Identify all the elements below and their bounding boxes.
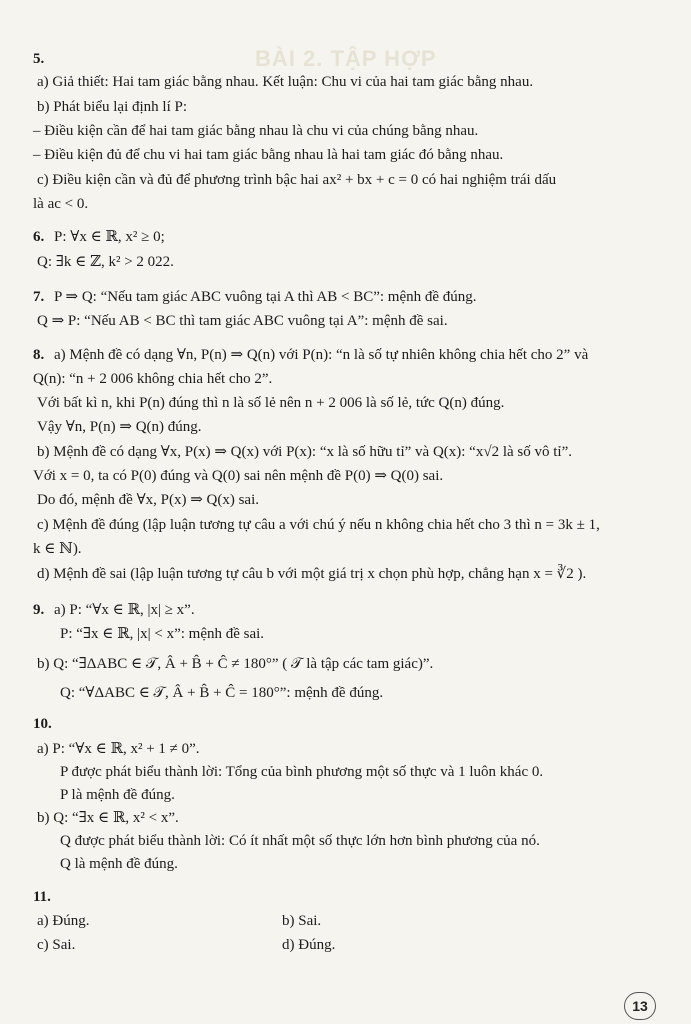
ex9-number: 9.	[33, 602, 45, 618]
ex8-d: d) Mệnh đề sai (lập luận tương tự câu b với một giá trị x chọn phù hợp, chẳng hạn x = ∛2 ).	[37, 566, 587, 582]
ex11-c: c) Sai.	[37, 937, 76, 953]
page-number: 13	[624, 992, 656, 1020]
ex8-b3: Do đó, mệnh đề ∀x, P(x) ⇒ Q(x) sai.	[37, 492, 260, 508]
ex5-a: a) Giả thiết: Hai tam giác bằng nhau. Kết luận: Chu vi của hai tam giác bằng nhau.	[37, 74, 534, 90]
ex8-b1: b) Mệnh đề có dạng ∀x, P(x) ⇒ Q(x) với P(x): “x là số hữu tỉ” và Q(x): “x√2 là số vô tỉ”.	[37, 444, 572, 460]
ex9-b1: b) Q: “∃ΔABC ∈ 𝒯, Â + B̂ + Ĉ ≠ 180°” ( 𝒯 là tập các tam giác)”.	[37, 656, 434, 672]
ex5-c1: c) Điều kiện cần và đủ để phương trình bậc hai ax² + bx + c = 0 có hai nghiệm trái dấu	[37, 172, 557, 188]
ex7-l2: Q ⇒ P: “Nếu AB < BC thì tam giác ABC vuông tại A”: mệnh đề sai.	[37, 313, 448, 329]
ex8-a1: a) Mệnh đề có dạng ∀n, P(n) ⇒ Q(n) với P(n): “n là số tự nhiên không chia hết cho 2” và	[54, 347, 589, 363]
ex8-a3: Với bất kì n, khi P(n) đúng thì n là số lẻ nên n + 2 006 là số lẻ, tức Q(n) đúng.	[37, 395, 505, 411]
ex11-d: d) Đúng.	[282, 937, 336, 953]
ex11-number: 11.	[33, 889, 51, 905]
ex10-number: 10.	[33, 716, 52, 732]
ex8-a2: Q(n): “n + 2 006 không chia hết cho 2”.	[33, 371, 273, 387]
ex5-b: b) Phát biểu lại định lí P:	[37, 99, 187, 115]
ex10-a3: P là mệnh đề đúng.	[60, 787, 175, 803]
ex7-l1: P ⇒ Q: “Nếu tam giác ABC vuông tại A thì AB < BC”: mệnh đề đúng.	[54, 289, 477, 305]
ex8-c1: c) Mệnh đề đúng (lập luận tương tự câu a với chú ý nếu n không chia hết cho 3 thì n = 3k ± 1,	[37, 517, 600, 533]
ex8-a4: Vậy ∀n, P(n) ⇒ Q(n) đúng.	[37, 419, 202, 435]
ex9-a1: a) P: “∀x ∈ ℝ, |x| ≥ x”.	[54, 602, 195, 618]
ex10-a2: P được phát biểu thành lời: Tổng của bình phương một số thực và 1 luôn khác 0.	[60, 764, 544, 780]
ex10-b2: Q được phát biểu thành lời: Có ít nhất một số thực lớn hơn bình phương của nó.	[60, 833, 540, 849]
ex6-p: P: ∀x ∈ ℝ, x² ≥ 0;	[54, 229, 165, 245]
header-watermark: BÀI 2. TẬP HỢP	[255, 46, 437, 71]
ex11-a: a) Đúng.	[37, 913, 90, 929]
ex6-q: Q: ∃k ∈ ℤ, k² > 2 022.	[37, 254, 174, 270]
ex9-a2: P: “∃x ∈ ℝ, |x| < x”: mệnh đề sai.	[60, 626, 265, 642]
ex5-b1: – Điều kiện cần để hai tam giác bằng nhau là chu vi của chúng bằng nhau.	[33, 123, 479, 139]
ex5-c2: là ac < 0.	[33, 196, 89, 212]
ex10-a1: a) P: “∀x ∈ ℝ, x² + 1 ≠ 0”.	[37, 741, 200, 757]
ex8-c2: k ∈ ℕ).	[33, 541, 82, 557]
ex6-number: 6.	[33, 229, 45, 245]
ex11-b: b) Sai.	[282, 913, 322, 929]
ex10-b3: Q là mệnh đề đúng.	[60, 856, 178, 872]
ex9-b2: Q: “∀ΔABC ∈ 𝒯, Â + B̂ + Ĉ = 180°”: mệnh đề đúng.	[60, 685, 384, 701]
ex5-number: 5.	[33, 51, 45, 67]
ex8-b2: Với x = 0, ta có P(0) đúng và Q(0) sai nên mệnh đề P(0) ⇒ Q(0) sai.	[33, 468, 444, 484]
ex10-b1: b) Q: “∃x ∈ ℝ, x² < x”.	[37, 810, 179, 826]
ex5-b2: – Điều kiện đủ để chu vi hai tam giác bằng nhau là hai tam giác đó bằng nhau.	[33, 147, 504, 163]
ex7-number: 7.	[33, 289, 45, 305]
ex8-number: 8.	[33, 347, 45, 363]
